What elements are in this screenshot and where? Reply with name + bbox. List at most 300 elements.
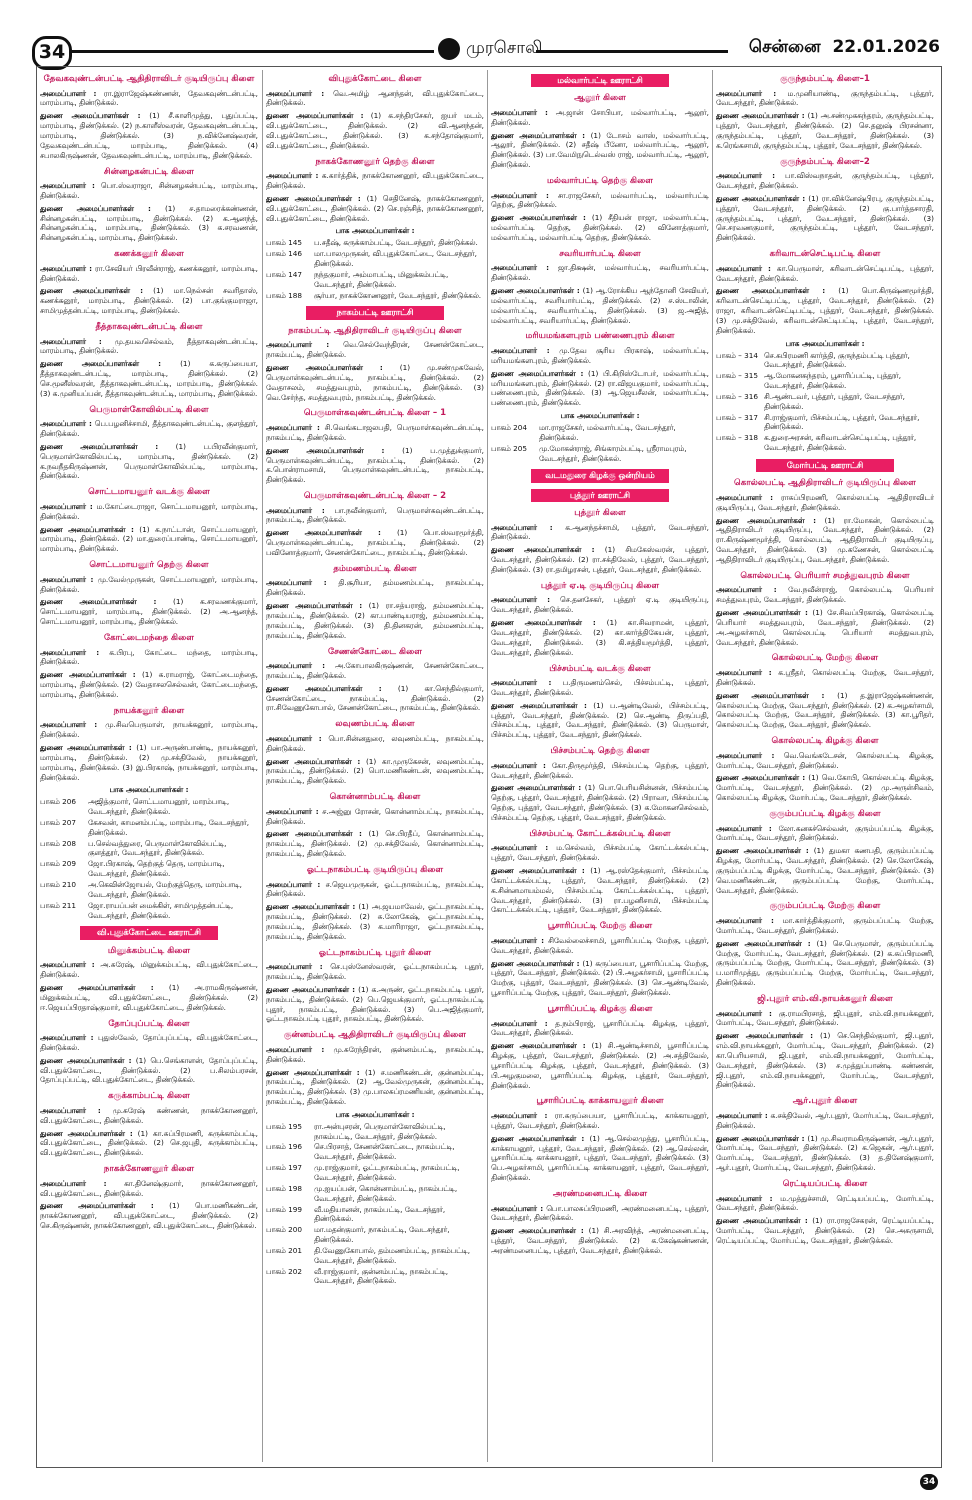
appointee-details: சா.ராஜசேகர், மல்வார்பட்டி, மல்வார்பட்டி தெற்கு, திண்டுக்கல். xyxy=(491,190,709,210)
role-label: துணை அமைப்பாளர்கள் : xyxy=(716,193,806,203)
appointment-entry xyxy=(266,985,484,1024)
column-divider xyxy=(487,70,488,1462)
part-organiser-row xyxy=(716,413,934,433)
appointment-entry xyxy=(716,194,934,243)
part-organiser-row xyxy=(40,839,258,859)
appointee-details: பா.விஸ்வநாதன், குருந்தம்பட்டி, புத்தூர், வேடசந்தூர், திண்டுக்கல். xyxy=(716,171,934,191)
branch-heading: கொன்னாம்பட்டி கிளை xyxy=(329,792,421,803)
appointment-entry xyxy=(266,111,484,150)
appointee-details: ச.ஜெயமுருகன், ஓட்டநாகம்பட்டி, நாகம்பட்டி, திண்டுக்கல். xyxy=(266,879,484,899)
appointment-entry xyxy=(491,213,709,243)
appointment-entry xyxy=(40,983,258,1013)
role-label: துணை அமைப்பாளர்கள் : xyxy=(491,368,584,378)
appointee-details: மு.தேவ சூரிய பிரகாஷ், மல்வார்பட்டி, மரியமங்களபுரம், திண்டுக்கல். xyxy=(491,346,709,365)
role-label: அமைப்பாளர் : xyxy=(40,960,95,970)
role-label: துணை அமைப்பாளர்கள் : xyxy=(266,193,361,203)
branch-heading: விபுதுக்கோட்டை கிளை xyxy=(328,74,422,84)
part-organiser-row xyxy=(716,371,934,391)
appointee-details: (1) க.அருண், ஓட்டநாகம்பட்டி புதூர், நாகம்பட்டி, திண்டுக்கல். (2) பெ.ஜெயக்குமார், ஓட்டநாகம்பட்டி புதூர், நாகம்பட்டி, திண்டுக்கல். (3) பெ.அஜித்குமார், ஓட்டநாகம்பட்டி புதூர், நாகம்பட்டி, திண்டுக்கல். xyxy=(266,984,484,1024)
branch-heading: கொல்லபட்டி கிழக்கு கிளை xyxy=(771,736,879,747)
branch-heading: நாகம்பட்டி ஆதிதிராவிடர் குடியிருப்பு கிளை xyxy=(288,325,462,336)
appointee-details: த.நம்பிராஜ், பூசாரிப்பட்டி கிழக்கு, புத்தூர், வேடசந்தூர், திண்டுக்கல். xyxy=(491,1018,709,1038)
appointment-entry xyxy=(716,1031,934,1090)
role-label: அமைப்பாளர் : xyxy=(491,595,551,605)
part-number: பாகம் 206 xyxy=(40,797,77,807)
appointment-entry xyxy=(40,502,258,522)
role-label: துணை அமைப்பாளர்கள் : xyxy=(266,829,362,839)
appointee-details: க.ஆனந்தச்சாமி, புத்தூர், வேடசந்தூர், திண்டுக்கல். xyxy=(491,522,709,542)
role-label: துணை அமைப்பாளர்கள் : xyxy=(40,743,132,752)
role-label: அமைப்பாளர் : xyxy=(40,1178,107,1188)
role-label: அமைப்பாளர் : xyxy=(40,501,93,511)
appointee-details: (1) வெ.கோபி, கொல்லபட்டி கிழக்கு, மோர்பட்டி, வேடசந்தூர், திண்டுக்கல். (2) மு.அருள்சிவம், கொல்லபட்டி கிழக்கு, மோர்பட்டி, வேடசந்தூர், திண்டுக்கல். xyxy=(716,773,934,803)
role-label: துணை அமைப்பாளர்கள் : xyxy=(491,1226,584,1236)
part-number: பாகம் 195 xyxy=(266,1121,303,1131)
appointment-entry xyxy=(491,545,709,575)
appointment-entry xyxy=(266,1068,484,1107)
appointee-details: (1) கா.சிவராமன், புத்தூர், வேடசந்தூர், திண்டுக்கல். (2) கா.கார்த்திகேயன், புத்தூர், வேடசந்தூர், திண்டுக்கல். (3) கி.சத்தியமூர்த்தி, புத்தூர், வேடசந்தூர், திண்டுக்கல். xyxy=(491,618,709,657)
appointee-details: (1) மா.நெல்சன் சவரிதாஸ், கணக்கனூர், மாரம்பாடி, திண்டுக்கல். (2) பா.குங்குமராஜா, சாமிமுத்தன்பட்டி, மாரம்பாடி, திண்டுக்கல். xyxy=(40,286,258,316)
role-label: அமைப்பாளர் : xyxy=(40,263,93,273)
appointee-details: (1) சி.அரவிந்த், அரண்மனைபட்டி, புத்தூர், வேடசந்தூர், திண்டுக்கல். (2) க.கேஷ்கண்ணன், அரண்மனைபட்டி, புத்தூர், வேடசந்தூர், திண்டுக்கல். xyxy=(491,1226,709,1255)
appointee-details: (1) பொ.மணிகண்டன், நாகக்கோணனூர், வி.புதுக்கோட்டை, திண்டுக்கல். (2) செ.கிருஷ்ணன், நாகக்கோணனூர், வி.புதுக்கோட்டை, திண்டுக்கல். xyxy=(40,1201,258,1231)
appointment-entry xyxy=(266,734,484,754)
role-label: துணை அமைப்பாளர்கள் : xyxy=(40,286,144,296)
role-label: துணை அமைப்பாளர்கள் : xyxy=(40,670,136,680)
branch-heading: ஆலூர் கிளை xyxy=(574,93,626,104)
role-label: அமைப்பாளர் : xyxy=(40,647,100,657)
branch-heading: ஓட்டநாகம்பட்டி புதூர் கிளை xyxy=(318,947,432,958)
appointment-entry xyxy=(491,346,709,366)
part-organiser-row xyxy=(266,291,484,301)
part-organiser-row xyxy=(40,797,258,817)
appointee-details: செ.புஸ்னேஸ்வரன், ஓட்டநாகம்பட்டி புதூர், நாகம்பட்டி, திண்டுக்கல். xyxy=(266,962,484,982)
role-label: துணை அமைப்பாளர்கள் : xyxy=(491,545,595,555)
paper-logo-icon xyxy=(438,38,460,60)
appointee-details: அ.சுரேஷ், மினுக்கம்பட்டி, வி.புதுக்கோட்டை, திண்டுக்கல். xyxy=(40,960,258,980)
role-label: அமைப்பாளர் : xyxy=(266,879,321,889)
role-label: துணை அமைப்பாளர்கள் : xyxy=(491,130,586,140)
appointee-details: மு.சுரேஷ் கண்ணன், நாகக்கோணனூர், வி.புதுக்கோட்டை, திண்டுக்கல். xyxy=(40,1105,258,1125)
role-label: அமைப்பாளர் : xyxy=(491,522,553,532)
role-label: அமைப்பாளர் : xyxy=(491,1111,548,1121)
appointment-entry xyxy=(40,597,258,627)
appointment-entry xyxy=(40,359,258,398)
part-organiser-details: ஜோ.ராயப்பன் மைக்கிள், சாமிமுத்தன்பட்டி, வேடசந்தூர், திண்டுக்கல். xyxy=(88,900,234,920)
appointee-details: பெ.பழனிச்சாமி, தீத்தாகவுண்டன்பட்டி, குளத்தூர், திண்டுக்கல். xyxy=(40,419,258,439)
appointment-entry xyxy=(40,337,258,357)
appointment-entry xyxy=(40,575,258,595)
role-label: அமைப்பாளர் : xyxy=(266,578,327,588)
appointee-details: அ.கோபாலகிருஷ்ணன், சேணன்கோட்டை, நாகம்பட்டி, திண்டுக்கல். xyxy=(266,661,484,680)
part-organiser-details: மு.ஐயப்பன், கொன்னாம்பட்டி, நாகம்பட்டி, வேடசந்தூர், திண்டுக்கல். xyxy=(314,1183,458,1203)
appointment-entry xyxy=(491,1041,709,1090)
appointment-entry xyxy=(266,363,484,402)
role-label: துணை அமைப்பாளர்கள் : xyxy=(40,982,154,992)
appointment-entry xyxy=(40,286,258,316)
role-label: அமைப்பாளர் : xyxy=(716,171,776,181)
appointee-details: (1) பொ.பெரியசின்னன், பிச்சம்பட்டி தெற்கு, புத்தூர், வேடசந்தூர், திண்டுக்கல். (2) பிராவா, பிச்சம்பட்டி தெற்கு, புத்தூர், வேடசந்தூர், திண்டுக்கல். (3) க.மோகனசெல்வம், பிச்சம்பட்டி தெற்கு, புத்தூர், வேடசந்தூர், திண்டுக்கல். xyxy=(491,783,709,822)
part-organiser-details: சி.ராஜ்குமார், பிச்சம்பட்டி, புத்தூர், வேடசந்தூர், திண்டுக்கல். xyxy=(764,412,920,432)
part-organiser-row xyxy=(266,1142,484,1162)
appointment-entry xyxy=(266,578,484,598)
appointment-entry xyxy=(716,286,934,335)
appointee-details: ரா.இராஜேஷ்கண்ணன், தேவகவுண்டன்பட்டி, மாரம்பாடி, திண்டுக்கல். xyxy=(40,88,258,108)
branch-heading: புத்தூர் ஏ.டி குடியிருப்பு கிளை xyxy=(540,580,660,591)
news-column-2 xyxy=(266,68,484,1464)
appointee-details: (1) சீதியன் ராஜா, மல்வார்பட்டி, மல்வார்பட்டி தெற்கு, திண்டுக்கல். (2) வினோத்குமார், மல்வார்பட்டி, மல்வார்பட்டி தெற்கு, திண்டுக்கல். xyxy=(491,213,709,242)
appointee-details: வெ.செல்வேந்திரன், சேணன்கோட்டை, நாகம்பட்டி, திண்டுக்கல். xyxy=(266,340,484,360)
role-label: அமைப்பாளர் : xyxy=(266,962,323,972)
appointee-details: பொ.பாலசுப்பிரமணி, அரண்மனைபட்டி, புத்தூர், வேடசந்தூர், திண்டுக்கல். xyxy=(491,1203,709,1223)
appointment-entry xyxy=(266,902,484,941)
role-label: துணை அமைப்பாளர்கள் : xyxy=(266,902,356,912)
part-number: பாகம் – 317 xyxy=(716,412,758,422)
role-label: அமைப்பாளர் : xyxy=(40,181,95,191)
news-column-4 xyxy=(716,68,934,1464)
appointment-entry xyxy=(266,89,484,109)
appointee-details: ம.கோட்டைராஜா, சொட்டமாயனூர், மாரம்பாடி, திண்டுக்கல். xyxy=(40,501,258,521)
appointee-details: (1) கா.முருகேசன், லவுணம்பட்டி, நாகம்பட்டி, திண்டுக்கல். (2) பொ.மணிகண்டன், லவுணம்பட்டி, நாகம்பட்டி, திண்டுக்கல். xyxy=(266,756,484,786)
branch-heading: அரண்மனைபட்டி கிளை xyxy=(552,1188,648,1199)
branch-heading: புத்தூர் கிளை xyxy=(574,508,626,519)
role-label: அமைப்பாளர் : xyxy=(40,574,94,584)
role-label: துணை அமைப்பாளர்கள் : xyxy=(266,683,382,693)
appointment-entry xyxy=(716,264,934,284)
appointee-details: (1) பெ.செங்காளன், தோப்புப்பட்டி, வி.புதுக்கோட்டை, திண்டுக்கல். (2) ப.சிலம்பரசன், தோப்புப்பட்டி, வி.புதுக்கோட்டை, திண்டுக்கல். xyxy=(40,1055,258,1085)
appointment-entry xyxy=(716,516,934,565)
appointee-details: ப.திருமணம்செல், பிச்சம்பட்டி, புத்தூர், வேடசந்தூர், திண்டுக்கல். xyxy=(491,678,709,697)
appointee-details: (1) ஆ.செல்லமுத்து, பூசாரிப்பட்டி, காக்காயனூர், புத்தூர், வேடசந்தூர், திண்டுக்கல். (2) ஆ.செல்லன், பூசாரிப்பட்டி காக்காயனூர், புத்தூர், வேடசந்தூர், திண்டுக்கல். (3) பெ.அழகர்சாமி, பூசாரிப்பட்டி காக்காயனூர், புத்தூர், வேடசந்தூர், திண்டுக்கல். xyxy=(491,1133,709,1183)
appointment-entry xyxy=(40,1129,258,1159)
branch-heading: தோப்புப்பட்டி கிளை xyxy=(108,1018,190,1029)
part-organiser-details: மா.மதன்குமார், நாகம்பட்டி, வேடசந்தூர், திண்டுக்கல். xyxy=(314,1225,450,1245)
appointee-details: (1) ரா.மோகன், கொல்லபட்டி ஆதிதிராவிடர் குடியிருப்பு, வேடசந்தூர், திண்டுக்கல். (2) ரா.கிருஷ்ணமூர்த்தி, கொல்லபட்டி ஆதிதிராவிடர் குடியிருப்பு, வேடசந்தூர், திண்டுக்கல். (3) மு.கணேசன், கொல்லபட்டி ஆதிதிராவிடர் குடியிருப்பு, வேடசந்தூர், திண்டுக்கல். xyxy=(716,515,934,564)
part-organiser-details: ரா.அன்புசரன், பெருமாள்கோவில்பட்டி, நாகம்பட்டி, வேடசந்தூர், திண்டுக்கல். xyxy=(314,1121,446,1141)
part-organiser-row xyxy=(716,392,934,412)
appointment-entry xyxy=(491,1111,709,1131)
role-label: துணை அமைப்பாளர்கள் : xyxy=(716,286,826,296)
appointee-details: (1) செதினேஷ், நாகக்கோணனூர், வி.புதுக்கோட்டை, திண்டுக்கல். (2) செ.ரஞ்சித், நாகக்கோணனூர், வி.புதுக்கோட்டை, திண்டுக்கல். xyxy=(266,193,484,223)
part-organiser-details: கேசவன், காமனம்பட்டி, மாரம்பாடி, வேடசந்தூர், திண்டுக்கல். xyxy=(88,817,250,837)
role-label: அமைப்பாளர் : xyxy=(40,336,102,346)
role-label: அமைப்பாளர் : xyxy=(491,678,552,688)
appointee-details: (1) செ.பிரதீப், கொன்னாம்பட்டி, நாகம்பட்டி, திண்டுக்கல். (2) மு.சக்திவேல், கொன்னாம்பட்டி, நாகம்பட்டி, திண்டுக்கல். xyxy=(266,829,484,859)
city-name: சென்னை xyxy=(748,37,821,57)
part-number: பாகம் 208 xyxy=(40,838,77,848)
branch-heading: ஆர்.புதூர் கிளை xyxy=(792,1096,858,1107)
part-organiser-details: மு.ராஜ்குமார், ஓட்டநாகம்பட்டி, நாகம்பட்டி, வேடசந்தூர், திண்டுக்கல். xyxy=(314,1163,460,1182)
appointment-entry xyxy=(491,936,709,956)
part-organiser-details: வீ.மதியானன், நாகம்பட்டி, வேடசந்தூர், திண்டுக்கல். xyxy=(314,1204,446,1224)
role-label: அமைப்பாளர் : xyxy=(716,916,774,925)
appointee-details: (1) சே.சிவப்பிரகாஷ், கொல்லபட்டி பெரியார் சமத்துவபுரம், வேடசந்தூர், திண்டுக்கல். (2) அ.அழகர்சாமி, கொல்லபட்டி பெரியார் சமத்துவபுரம், வேடசந்தூர், திண்டுக்கல். xyxy=(716,608,934,647)
part-organiser-details: நந்தகுமார், அம்மாபட்டி, மினுக்கம்பட்டி, வேடசந்தூர், திண்டுக்கல். xyxy=(314,269,449,289)
part-organiser-row xyxy=(266,1163,484,1183)
appointment-entry xyxy=(266,446,484,485)
role-label: துணை அமைப்பாளர்கள் : xyxy=(40,111,141,121)
branch-heading: மல்வார்பட்டி தெற்கு கிளை xyxy=(547,176,653,186)
appointment-entry xyxy=(40,204,258,243)
appointee-details: (1) ச.தாமரைக்கண்ணன், சின்னழகன்பட்டி, மாரம்பாடி, திண்டுக்கல். (2) க.ஆனந்த், சின்னழகன்பட்டி, மாரம்பாடி, திண்டுக்கல். (3) க.சரவணன், சின்னழகன்பட்டி, மாரம்பாடி, திண்டுக்கல். xyxy=(40,203,258,243)
branch-heading: மரியமங்களபுரம் பண்ணைபுரம் கிளை xyxy=(525,331,675,342)
appointment-entry xyxy=(266,506,484,526)
part-organiser-details: சூர்யா, நாகக்கோணனூர், வேடசந்தூர், திண்டுக்கல். xyxy=(314,290,482,300)
part-number: பாகம் – 318 xyxy=(716,433,758,443)
appointee-details: ரா.சேவியர் பிரவீன்ராஜ், கணக்கனூர், மாரம்பாடி, திண்டுக்கல். xyxy=(40,263,258,283)
appointee-details: கா.தினேஷ்குமார், நாகக்கோணனூர், வி.புதுக்கோட்டை, திண்டுக்கல். xyxy=(40,1178,258,1198)
appointment-entry xyxy=(716,939,934,988)
part-organiser-details: செ.சுபிரமணி கார்த்தி, குருந்தம்பட்டி புத்தூர், வேடசந்தூர், திண்டுக்கல். xyxy=(764,350,910,370)
part-organiser-details: அ.கெவின்ஜோயல், மேற்குத்தெரு, மாரம்பாடி, வேடசந்தூர், திண்டுக்கல். xyxy=(88,879,242,899)
appointment-entry xyxy=(266,661,484,681)
part-organiser-details: ஜோ.பிரகாஷ், தெற்குத் தெரு, மாரம்பாடி, வேடசந்தூர், திண்டுக்கல். xyxy=(88,859,225,879)
appointee-details: ம.முத்துச்சாமி, ரெட்டியப்பட்டி, மோர்பட்டி, வேடசந்தூர், திண்டுக்கல். xyxy=(716,1193,934,1213)
part-organisers-title: பாக அமைப்பாளர்கள் : xyxy=(335,226,415,236)
appointment-entry xyxy=(40,743,258,782)
role-label: அமைப்பாளர் : xyxy=(266,171,319,181)
part-organiser-row xyxy=(266,1184,484,1204)
branch-heading: கருக்காம்பட்டி கிளை xyxy=(108,1091,190,1102)
role-label: துணை அமைப்பாளர்கள் : xyxy=(40,359,162,369)
role-label: அமைப்பாளர் : xyxy=(716,750,775,760)
appointment-entry xyxy=(491,523,709,543)
page-number-badge: 34 xyxy=(32,36,72,70)
appointee-details: (1) க.சந்திரசேகர், ஐயர் மடம், வி.புதுக்கோட்டை, திண்டுக்கல். (2) வி.ஆனந்தன், வி.புதுக்கோட்டை, திண்டுக்கல். (3) க.சந்தோஷ்குமார், வி.புதுக்கோட்டை, திண்டுக்கல். xyxy=(266,111,484,150)
role-label: துணை அமைப்பாளர்கள் : xyxy=(266,601,363,611)
appointee-details: ரா.கருப்பையா, பூசாரிப்பட்டி, காக்காயனூர், புத்தூர், வேடசந்தூர், திண்டுக்கல். xyxy=(491,1111,709,1130)
appointment-entry xyxy=(266,423,484,443)
appointee-details: (1) பி.கிறிஸ்டோபர், மல்வார்பட்டி, மரியமங்களபுரம், திண்டுக்கல். (2) ரா.விஜயகுமார், மல்வார்பட்டி, பண்ணைபுரம், திண்டுக்கல். (3) ஆ.ஜெயசீலன், மல்வார்பட்டி, பண்ணைபுரம், திண்டுக்கல். xyxy=(491,368,709,408)
role-label: அமைப்பாளர் : xyxy=(266,733,322,743)
role-label: அமைப்பாளர் : xyxy=(40,720,98,730)
appointment-entry xyxy=(716,1216,934,1246)
appointment-entry xyxy=(716,691,934,730)
branch-heading: குன்னம்பட்டி ஆதிதிராவிடர் குடியிருப்பு கிளை xyxy=(283,1030,467,1041)
part-organisers-title: பாக அமைப்பாளர்கள் : xyxy=(335,1109,415,1119)
part-number: பாகம் 197 xyxy=(266,1163,303,1173)
appointee-details: கு.ராமபிரசாத், ஜி.புதூர், எம்.வி.நாயக்கனூர், மோர்பட்டி, வேடசந்தூர், திண்டுக்கல். xyxy=(716,1008,934,1028)
role-label: துணை அமைப்பாளர்கள் : xyxy=(491,286,580,296)
appointment-entry xyxy=(266,829,484,859)
appointee-details: பொ.ஸ்வராஜா, சின்னழகன்பட்டி, மாரம்பாடி, திண்டுக்கல். xyxy=(40,181,258,200)
part-organiser-details: மு.மோகன்ராஜ், சிங்காரம்பட்டி, ஸ்ரீராமபுரம், வேடசந்தூர், திண்டுக்கல். xyxy=(539,443,687,463)
appointee-details: (1) க.நாட்டான், சொட்டமாயனூர், மாரம்பாடி, திண்டுக்கல். (2) மா.துரைப்பாண்டி, சொட்டமாயனூர், மாரம்பாடி, திண்டுக்கல். xyxy=(40,524,258,554)
role-label: துணை அமைப்பாளர்கள் : xyxy=(491,618,596,628)
role-label: அமைப்பாளர் : xyxy=(716,1008,772,1018)
appointee-details: புதுஸ்வேல், தோப்புப்பட்டி, வி.புதுக்கோட்டை, திண்டுக்கல். xyxy=(40,1033,258,1052)
part-number: பாகம் 205 xyxy=(491,443,528,453)
role-label: அமைப்பாளர் : xyxy=(266,422,320,432)
appointee-details: மு.சுரேந்திரன், குன்னம்பட்டி, நாகம்பட்டி, திண்டுக்கல். xyxy=(266,1044,484,1064)
part-number: பாகம் – 315 xyxy=(716,371,758,381)
part-organiser-row xyxy=(266,1225,484,1245)
role-label: துணை அமைப்பாளர்கள் : xyxy=(40,1128,133,1138)
part-organisers-title: பாக அமைப்பாளர்கள் : xyxy=(560,411,640,421)
branch-heading: கொல்லபட்டி ஆதிதிராவிடர் குடியிருப்பு கிளை xyxy=(734,478,916,489)
role-label: துணை அமைப்பாளர்கள் : xyxy=(491,866,585,876)
part-number: பாகம் 200 xyxy=(266,1225,303,1235)
appointment-entry xyxy=(491,1226,709,1256)
role-label: துணை அமைப்பாளர்கள் : xyxy=(716,1133,805,1143)
role-label: துணை அமைப்பாளர்கள் : xyxy=(716,690,825,700)
appointment-entry xyxy=(491,761,709,781)
appointment-entry xyxy=(716,585,934,605)
appointment-entry xyxy=(716,751,934,771)
paper-name: முரசொலி xyxy=(466,38,543,58)
part-number: பாகம் 202 xyxy=(266,1266,303,1276)
role-label: அமைப்பாளர் : xyxy=(491,263,550,273)
part-organiser-details: ப.செல்வத்துரை, பெருமாள்கோவில்பட்டி, குளத்தூர், வேடசந்தூர், திண்டுக்கல். xyxy=(88,838,227,858)
appointment-entry xyxy=(40,442,258,481)
appointment-entry xyxy=(40,648,258,668)
branch-heading: சொட்டமாயனூர் தெற்கு கிளை xyxy=(89,560,209,571)
role-label: துணை அமைப்பாளர்கள் : xyxy=(491,1133,585,1143)
appointment-entry xyxy=(491,1134,709,1183)
part-number: பாகம் 209 xyxy=(40,859,77,869)
role-label: அமைப்பாளர் : xyxy=(491,843,549,853)
appointee-details: வே.நவீன்ராஜ், கொல்லபட்டி பெரியார் சமத்துவபுரம், வேடசந்தூர், திண்டுக்கல். xyxy=(716,585,934,605)
branch-heading: சேணன்கோட்டை கிளை xyxy=(328,646,422,657)
appointment-entry xyxy=(491,843,709,863)
part-number: பாகம் 211 xyxy=(40,900,77,910)
appointment-entry xyxy=(266,340,484,360)
appointment-entry xyxy=(716,171,934,191)
part-number: பாகம் 147 xyxy=(266,269,303,279)
branch-heading: பூசாரிப்பட்டி காக்காயனூர் கிளை xyxy=(536,1096,664,1107)
appointment-entry xyxy=(716,846,934,895)
part-number: பாகம் 146 xyxy=(266,249,303,259)
panchayat-banner: வி.புதுக்கோட்டை ஊராட்சி xyxy=(80,926,219,939)
part-number: பாகம் 145 xyxy=(266,238,303,248)
role-label: துணை அமைப்பாளர்கள் : xyxy=(491,213,586,223)
appointee-details: அ.ஜான் சோபியா, மல்வார்பட்டி, ஆலூர், திண்டுக்கல். xyxy=(491,107,709,127)
appointee-details: க.ஸ்ரீதர், கொல்லபட்டி மேற்கு, வேடசந்தூர், திண்டுக்கல். xyxy=(716,668,934,687)
appointee-details: (1) செ.பெருமாள், குரும்பப்பட்டி மேற்கு, மோர்பட்டி, வேடசந்தூர், திண்டுக்கல். (2) க.சுப்பிரமணி, குரும்பப்பட்டி மேற்கு, மோர்பட்டி, வேடசந்தூர், திண்டுக்கல். (3) ப.மாரிமுத்து, குரும்பப்பட்டி மேற்கு, மோர்பட்டி, வேடசந்தூர், திண்டுக்கல். xyxy=(716,938,934,988)
branch-heading: சின்னழகன்பட்டி கிளை xyxy=(103,166,195,177)
column-divider xyxy=(262,70,263,1462)
appointment-entry xyxy=(40,111,258,160)
appointee-details: பொ.சின்னதுரை, லவுணம்பட்டி, நாகம்பட்டி, திண்டுக்கல். xyxy=(266,733,484,753)
appointment-entry xyxy=(491,191,709,211)
role-label: துணை அமைப்பாளர்கள் : xyxy=(491,1041,586,1051)
appointee-details: (1) ப.பிரவீன்குமார், பெருமாள்கோவில்பட்டி, மாரம்பாடி, திண்டுக்கல். (2) க.நவநீதகிருஷ்ணன், பெருமாள்கோவில்பட்டி, மாரம்பாடி, திண்டுக்கல். xyxy=(40,441,258,481)
role-label: துணை அமைப்பாளர்கள் : xyxy=(40,1055,132,1065)
appointee-details: (1) த.இராஜேஷ்கண்ணன், கொல்லபட்டி மேற்கு, வேடசந்தூர், திண்டுக்கல். (2) க.அழகர்சாமி, கொல்லபட்டி மேற்கு, வேடசந்தூர், திண்டுக்கல். (3) கா.பூரிதர், கொல்லபட்டி மேற்கு, வேடசந்தூர், திண்டுக்கல். xyxy=(716,690,934,730)
appointee-details: (1) க.ராமராஜ், கோட்டைமந்தை, மாரம்பாடி, திண்டுக்கல். (2) வேதாசலசெல்வன், கோட்டைமந்தை, மாரம்பாடி, திண்டுக்கல். xyxy=(40,670,258,699)
masthead-rule-left xyxy=(70,50,434,53)
appointment-entry xyxy=(491,263,709,283)
part-organiser-row xyxy=(266,1246,484,1266)
panchayat-banner: புத்தூர் ஊராட்சி xyxy=(531,489,670,502)
part-organiser-row xyxy=(716,351,934,371)
part-number: பாகம் – 316 xyxy=(716,391,758,401)
role-label: அமைப்பாளர் : xyxy=(266,1044,325,1054)
role-label: துணை அமைப்பாளர்கள் : xyxy=(716,773,806,783)
appointee-details: (1) பொ.கிருஷ்ணமூர்த்தி, கரிவாடன்செட்டிபட்டி, புத்தூர், வேடசந்தூர், திண்டுக்கல். (2) ராஜா, கரிவாடன்செட்டிபட்டி, புத்தூர், வேடசந்தூர், திண்டுக்கல். (3) மு.சக்திவேல், கரிவாடன்செட்டிபட்டி, புத்தூர், வேடசந்தூர், திண்டுக்கல். xyxy=(716,286,934,335)
appointee-details: க.சக்திவேல், ஆர்.புதூர், மோர்பட்டி, வேடசந்தூர், திண்டுக்கல். xyxy=(716,1110,934,1130)
role-label: அமைப்பாளர் : xyxy=(491,190,549,200)
appointment-entry xyxy=(40,960,258,980)
part-number: பாகம் 199 xyxy=(266,1204,303,1214)
branch-heading: சவரியார்பட்டி கிளை xyxy=(559,248,641,259)
role-label: துணை அமைப்பாளர்கள் : xyxy=(491,958,580,968)
appointee-details: ச.அஜ்னு ரோசன், கொன்னாம்பட்டி, நாகம்பட்டி, திண்டுக்கல். xyxy=(266,806,484,826)
branch-heading: பெருமாள்கவுண்டன்பட்டி கிளை – 2 xyxy=(303,491,447,502)
branch-heading: கோட்டைமந்தை கிளை xyxy=(104,632,194,643)
part-organiser-row xyxy=(266,270,484,290)
appointment-entry xyxy=(716,1009,934,1029)
appointee-details: (1) ரா.சத்யராஜ், தம்மணம்பட்டி, நாகம்பட்டி, திண்டுக்கல். (2) கா.பாண்டியராஜ், தம்மணம்பட்டி, நாகம்பட்டி, திண்டுக்கல். (3) தி.தினகரன், தம்மணம்பட்டி, நாகம்பட்டி, திண்டுக்கல். xyxy=(266,601,484,640)
appointee-details: (1) செ.செந்தில்குமார், ஜி.புதூர், எம்.வி.நாயக்கனூர், மோர்பட்டி, வேடசந்தூர், திண்டுக்கல். (2) கா.பெரியசாமி, ஜி.புதூர், எம்.வி.நாயக்கனூர், மோர்பட்டி, வேடசந்தூர், திண்டுக்கல். (3) ச.முத்துப்பாண்டி கண்ணன், ஜி.புதூர், எம்.வி.நாயக்கனூர், மோர்பட்டி, வேடசந்தூர், திண்டுக்கல். xyxy=(716,1031,934,1090)
part-number: பாகம் 207 xyxy=(40,817,77,827)
appointee-details: மு.தயவசெல்வம், தீத்தாகவுண்டன்பட்டி, மாரம்பாடி, திண்டுக்கல். xyxy=(40,336,258,356)
appointment-entry xyxy=(491,108,709,128)
branch-heading: தம்மணம்பட்டி கிளை xyxy=(333,563,417,574)
appointment-entry xyxy=(491,678,709,698)
part-number: பாகம் 188 xyxy=(266,290,303,300)
branch-heading: பெருமாள்கவுண்டன்பட்டி கிளை – 1 xyxy=(303,408,447,419)
dateline xyxy=(749,37,940,59)
appointment-entry xyxy=(266,757,484,787)
part-organisers-title: பாக அமைப்பாளர்கள் : xyxy=(109,785,189,795)
part-organiser-details: சி.ஆண்டவர், புத்தூர், புத்தூர், வேடசந்தூர், திண்டுக்கல். xyxy=(764,391,905,411)
role-label: அமைப்பாளர் : xyxy=(491,1018,548,1028)
appointment-entry xyxy=(40,720,258,740)
branch-heading: பிச்சம்பட்டி கோட்டக்கல்பட்டி கிளை xyxy=(529,828,671,839)
appointment-entry xyxy=(266,1045,484,1065)
appointment-entry xyxy=(491,701,709,740)
part-organisers-title: பாக அமைப்பாளர்கள் : xyxy=(785,338,865,348)
footer-page-number: 34 xyxy=(920,1474,938,1490)
appointee-details: (1) க.கருப்பையா, தீத்தாகவுண்டன்பட்டி, மாரம்பாடி, திண்டுக்கல். (2) செ.மூனீஸ்வரன், தீத்தாகவுண்டன்பட்டி, மாரம்பாடி, திண்டுக்கல். (3) க.முனியப்பன், தீத்தாகவுண்டன்பட்டி, மாரம்பாடி, திண்டுக்கல். xyxy=(40,359,258,398)
appointee-details: (1) ஆ.ரஸ்தேக்குமார், பிச்சம்பட்டி கோட்டக்கல்பட்டி, புத்தூர், வேடசந்தூர், திண்டுக்கல். (2) க.சின்னமாயம்மல், பிச்சம்பட்டி கோட்டக்கல்பட்டி, புத்தூர், வேடசந்தூர், திண்டுக்கல். (3) ரா.பழனிசாமி, பிச்சம்பட்டி கோட்டக்கல்பட்டி, புத்தூர், வேடசந்தூர், திண்டுக்கல். xyxy=(491,866,709,915)
branch-heading: குருந்தம்பட்டி கிளை–2 xyxy=(780,156,870,167)
role-label: துணை அமைப்பாளர்கள் : xyxy=(716,515,817,525)
appointee-details: (1) ஆ.ரோக்கிய ஆந்தோனி சேவியர், மல்வார்பட்டி, சவரியார்பட்டி, திண்டுக்கல். (2) ச.ஸ்டாலின், மல்வார்பட்டி, சவரியார்பட்டி, திண்டுக்கல். (3) ஜ.அஜித், மல்வார்பட்டி, சவரியார்பட்டி, திண்டுக்கல். xyxy=(491,286,709,325)
role-label: துணை அமைப்பாளர்கள் : xyxy=(716,1031,814,1041)
appointee-details: (1) ப.ஆண்டிவேல், பிச்சம்பட்டி, புத்தூர், வேடசந்தூர், திண்டுக்கல். (2) செ.ஆண்டி திருப்பதி, பிச்சம்பட்டி, புத்தூர், வேடசந்தூர், திண்டுக்கல். (3) பெருமாள், பிச்சம்பட்டி, புத்தூர், வேடசந்தூர், திண்டுக்கல். xyxy=(491,700,709,740)
appointment-entry xyxy=(716,608,934,647)
appointee-details: (1) சீ.காளிமுத்து, புதுப்பட்டி, மாரம்பாடி, திண்டுக்கல். (2) ந.காளீஸ்வரன், தேவகவுண்டன்பட்டி, மாரம்பாடி, திண்டுக்கல். (3) ந.விக்னேஷ்வரன், தேவகவுண்டன்பட்டி, மாரம்பாடி, திண்டுக்கல். (4) சபாலகிருஷ்ணன், தேவகவுண்டன்பட்டி, மாரம்பாடி, திண்டுக்கல். xyxy=(40,111,258,160)
appointee-details: மு.வேல்முருகன், சொட்டமாயனூர், மாரம்பாடி, திண்டுக்கல். xyxy=(40,574,258,594)
role-label: துணை அமைப்பாளர்கள் : xyxy=(40,203,151,213)
appointment-entry xyxy=(716,1194,934,1214)
part-organiser-details: க.துரைஅரசன், கரிவாடன்செட்டிபட்டி, புத்தூர், வேடசந்தூர், திண்டுக்கல். xyxy=(764,433,917,453)
role-label: துணை அமைப்பாளர்கள் : xyxy=(40,597,157,607)
branch-heading: கரிவாடன்செட்டிபட்டி கிளை xyxy=(769,249,881,260)
appointee-details: (1) ப.முத்துக்குமார், பெருமாள்கவுண்டன்பட்டி, நாகம்பட்டி, திண்டுக்கல். (2) க.பொன்ராமசாமி, பெருமாள்கவுண்டன்பட்டி, நாகம்பட்டி, திண்டுக்கல். xyxy=(266,445,484,485)
role-label: அமைப்பாளர் : xyxy=(716,492,774,502)
role-label: அமைப்பாளர் : xyxy=(266,661,326,671)
appointment-entry xyxy=(266,171,484,191)
appointment-entry xyxy=(491,1204,709,1224)
part-organiser-details: செ.பிரசாத், சேணன்கோட்டை, நாகம்பட்டி, வேடசந்தூர், திண்டுக்கல். xyxy=(314,1142,455,1162)
appointment-entry xyxy=(491,595,709,615)
part-organiser-row xyxy=(266,238,484,248)
part-organiser-details: மா.பாலமுருகன், வி.புதுக்கோட்டை, வேடசந்தூர், திண்டுக்கல். xyxy=(314,249,477,268)
role-label: அமைப்பாளர் : xyxy=(716,88,777,98)
appointment-entry xyxy=(716,1134,934,1173)
appointment-entry xyxy=(491,1019,709,1039)
role-label: அமைப்பாளர் : xyxy=(491,760,546,770)
appointment-entry xyxy=(266,880,484,900)
masthead-rule-right xyxy=(536,50,728,53)
appointee-details: (1) பொ.ஸ்வரமூர்த்தி, பெருமாள்கவுண்டன்பட்டி, நாகம்பட்டி, திண்டுக்கல். (2) பவினோத்குமார், சேணன்கோட்டை, நாகம்பட்டி, திண்டுக்கல். xyxy=(266,528,484,557)
role-label: அமைப்பாளர் : xyxy=(40,1033,94,1043)
appointee-details: வெ.வெங்கடேசன், கொல்லபட்டி கிழக்கு, மோர்பட்டி, வேடசந்தூர், திண்டுக்கல். xyxy=(716,750,934,770)
role-label: அமைப்பாளர் : xyxy=(266,806,319,816)
